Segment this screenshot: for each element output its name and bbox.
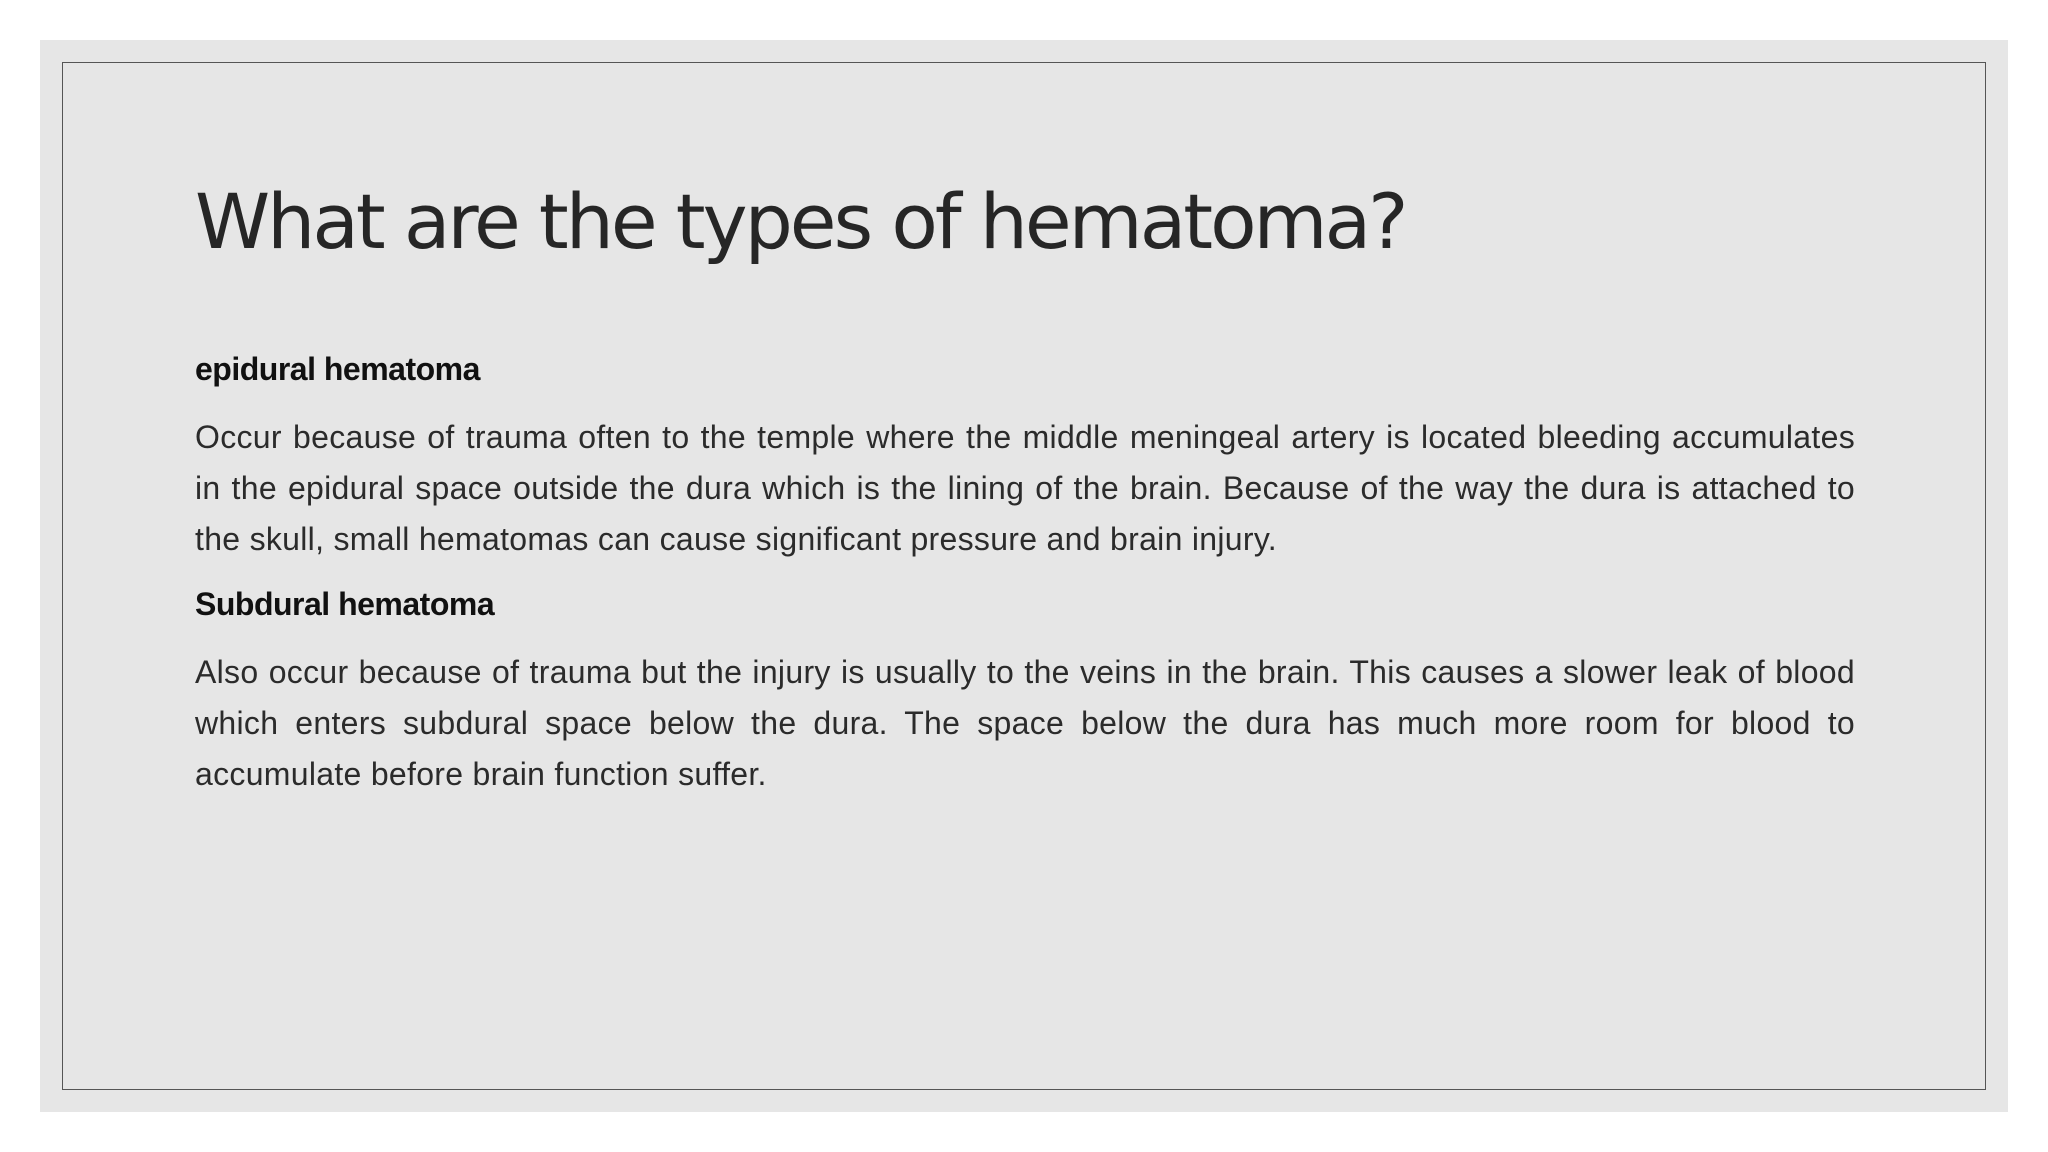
section-body: Also occur because of trauma but the injury is usually to the veins in the brain. This causes a slower leak of blood which enters subdural space below the dura. The space below the dura has much more room for blood to accumulate before brain function suffer.: [195, 654, 1855, 792]
section-epidural: [195, 348, 1855, 565]
section-heading: epidural hematoma: [195, 351, 480, 387]
slide-content: [195, 170, 1855, 800]
section-body: Occur because of trauma often to the temple where the middle meningeal artery is located bleeding accumulates in the epidural space outside the dura which is the lining of the brain. Because of the way the dura is attached to the skull, small hematomas can cause significant pressure and brain injury.: [195, 419, 1855, 557]
slide-title: What are the types of hematoma?: [195, 177, 1406, 266]
section-subdural: [195, 583, 1855, 800]
section-heading: Subdural hematoma: [195, 586, 495, 622]
